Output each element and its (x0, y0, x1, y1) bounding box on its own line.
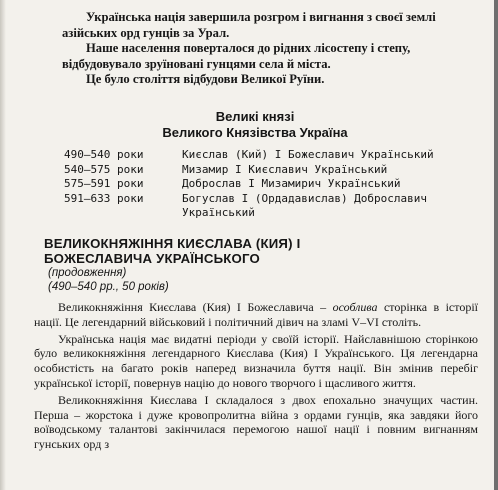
ruler-name: Богуслав І (Ордадавислав) Доброславич Український (182, 191, 428, 219)
page-edge (494, 0, 498, 490)
reign-years: (490–540 рр., 50 років) (48, 281, 169, 293)
ruler-name: Мизамир І Києславич Український (182, 162, 388, 176)
ruler-period: 540–575 роки (64, 162, 144, 176)
body-paragraph-3: Великокняжіння Києслава І складалося з двох епохально значущих частин. Перша – жорстока і дуже кровопролитна війна з ордами гунців, яка завдяки його воїводському талантові закінчилася перемогою нашої нації і повним вигнанням гунських орд з (34, 392, 478, 452)
intro-paragraph-3: Це було століття відбудови Великої Руїни. (86, 72, 325, 86)
ruler-period: 575–591 роки (64, 177, 144, 190)
body-paragraph-1 (34, 300, 478, 330)
section-heading-line-2: БОЖЕСЛАВИЧА УКРАЇНСЬКОГО (44, 251, 260, 266)
ruler-name: Доброслав І Мизамирич Український (182, 177, 401, 190)
intro-paragraph-2: Наше населення поверталося до рідних лісостепу і степу, відбудовувало зруїновані гунцями села й міста. (62, 41, 411, 71)
ruler-row (64, 148, 484, 163)
ruler-row (64, 177, 484, 192)
body-paragraph-1-end: сторінка в історії нації. Це легендарний військовий і політичний дівич на зламі V–VI століть. (34, 300, 478, 329)
body-paragraph-2: Українська нація має видатні періоди у своїй історії. Найславнішою сторінкою було великокняжіння легендарного Києслава (Кия) І Українського. Ця легендарна особистість на багато років наперед визначила буття нації. Він змінив перебіг української історії, повернув націю до нового творчого і щасливого життя. (34, 331, 478, 390)
body-text (34, 300, 478, 454)
rulers-list (64, 148, 484, 221)
princes-title-line-1: Великі князі (215, 109, 295, 124)
ruler-row (64, 163, 484, 178)
intro-block (62, 10, 472, 88)
ruler-period: 490–540 роки (64, 148, 144, 161)
binding-shadow (0, 0, 6, 490)
body-paragraph-1-emphasis: особлива (332, 300, 378, 314)
ruler-period: 591–633 роки (64, 191, 144, 205)
continuation-note: (продовження) (48, 267, 127, 279)
section-heading-line-1: ВЕЛИКОКНЯЖІННЯ КИЄСЛАВА (КИЯ) І (44, 236, 301, 251)
ruler-name: Києслав (Кий) І Божеславич Український (182, 148, 434, 161)
ruler-row (64, 192, 484, 221)
intro-paragraph-1: Українська нація завершила розгром і вигнання з своєї землі азійських орд гунців за Урал. (62, 10, 436, 40)
section-subheading (48, 266, 169, 294)
section-heading (44, 236, 474, 266)
princes-title (60, 109, 450, 141)
princes-title-line-2: Великого Князівства Україна (162, 125, 348, 140)
body-paragraph-1-start: Великокняжіння Києслава (Кия) І Божеславича – (58, 300, 327, 314)
